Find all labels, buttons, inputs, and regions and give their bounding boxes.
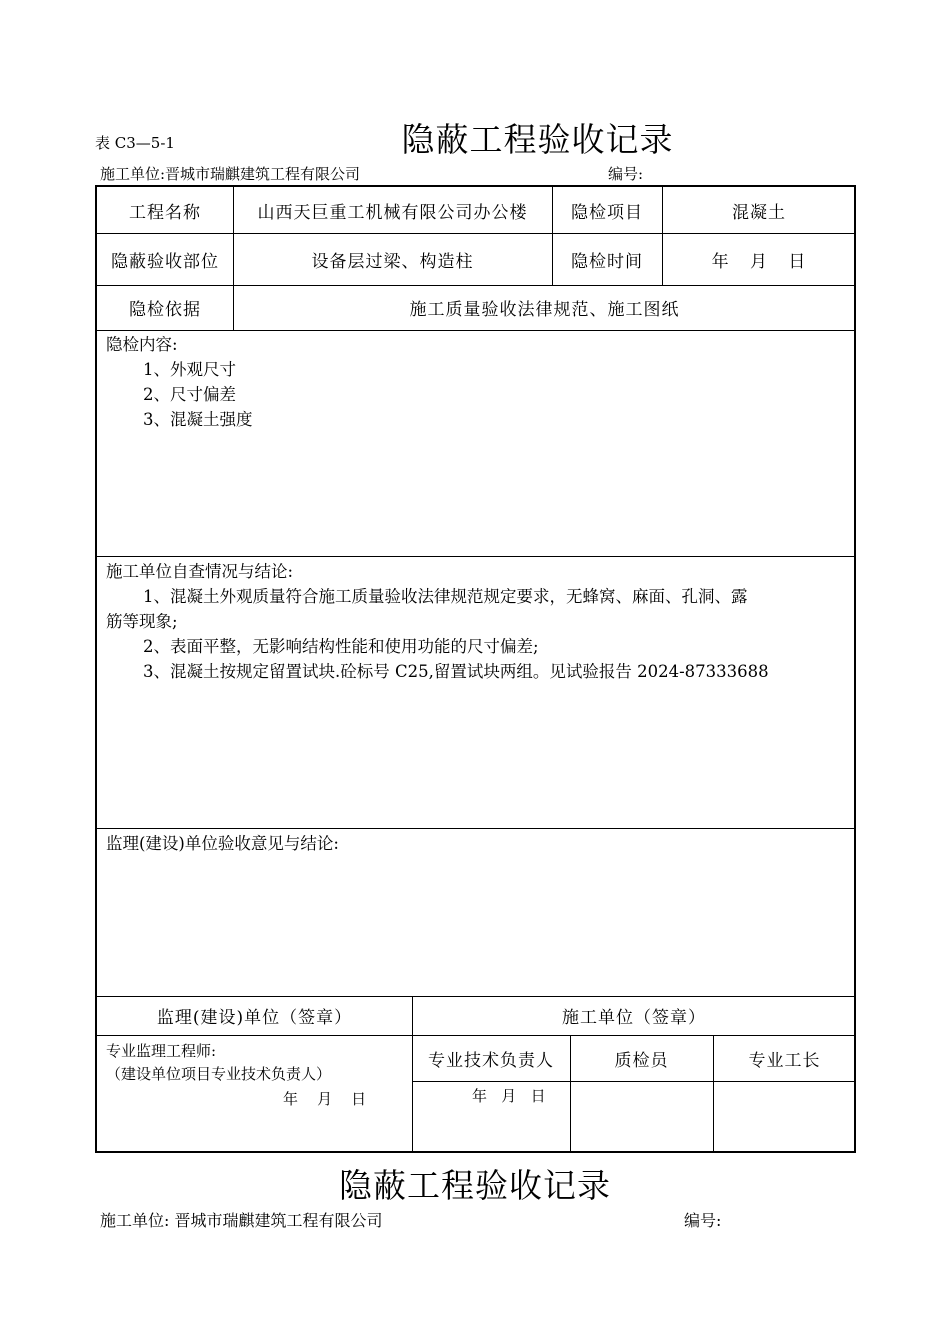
project-name-label: 工程名称 xyxy=(129,202,201,223)
content-item: 3、混凝土强度 xyxy=(143,410,253,429)
self-check-label: 施工单位自查情况与结论: xyxy=(106,562,294,581)
contractor-unit-seal: 施工单位（签章） xyxy=(562,1008,706,1028)
page-title: 隐蔽工程验收记录 xyxy=(401,120,674,159)
inspection-item-label: 隐检项目 xyxy=(571,202,643,223)
footer-title: 隐蔽工程验收记录 xyxy=(339,1166,611,1205)
date-right: 年 月 日 xyxy=(472,1087,546,1105)
inspection-time-label: 隐检时间 xyxy=(571,251,643,272)
form-number: 表 C3—5-1 xyxy=(95,134,175,152)
basis-label: 隐检依据 xyxy=(129,300,201,320)
basis-value: 施工质量验收法律规范、施工图纸 xyxy=(409,300,680,320)
footer-number-label: 编号: xyxy=(684,1211,722,1230)
content-label: 隐检内容: xyxy=(106,335,178,354)
self-check-line: 3、混凝土按规定留置试块.砼标号 C25,留置试块两组。见试验报告 2024-87333688 xyxy=(143,662,769,681)
number-label: 编号: xyxy=(608,165,644,183)
content-item: 2、尺寸偏差 xyxy=(143,385,236,404)
qc-inspector-label: 质检员 xyxy=(614,1050,669,1071)
self-check-line: 筋等现象; xyxy=(106,612,178,631)
footer-contractor-label: 施工单位: 晋城市瑞麒建筑工程有限公司 xyxy=(100,1211,383,1230)
inspection-time-value: 年 月 日 xyxy=(711,251,807,272)
inspection-item-value: 混凝土 xyxy=(732,202,786,223)
date-left: 年 月 日 xyxy=(283,1090,367,1108)
supervisor-unit-seal: 监理(建设)单位（签章） xyxy=(156,1008,353,1028)
location-value: 设备层过梁、构造柱 xyxy=(311,251,474,272)
self-check-line: 2、表面平整，无影响结构性能和使用功能的尺寸偏差; xyxy=(143,637,539,656)
owner-tech-label: （建设单位项目专业技术负责人） xyxy=(106,1065,332,1083)
supervision-label: 监理(建设)单位验收意见与结论: xyxy=(106,834,339,853)
self-check-line: 1、混凝土外观质量符合施工质量验收法律规范规定要求，无蜂窝、麻面、孔洞、露 xyxy=(143,587,748,606)
supervisor-engineer-label: 专业监理工程师: xyxy=(106,1042,217,1060)
inspection-table xyxy=(95,185,856,1153)
location-label: 隐蔽验收部位 xyxy=(111,251,219,272)
project-name-value: 山西天巨重工机械有限公司办公楼 xyxy=(257,202,528,223)
contractor-label: 施工单位:晋城市瑞麒建筑工程有限公司 xyxy=(100,165,361,183)
content-item: 1、外观尺寸 xyxy=(143,360,236,379)
foreman-label: 专业工长 xyxy=(748,1050,821,1071)
tech-lead-label: 专业技术负责人 xyxy=(428,1050,554,1071)
